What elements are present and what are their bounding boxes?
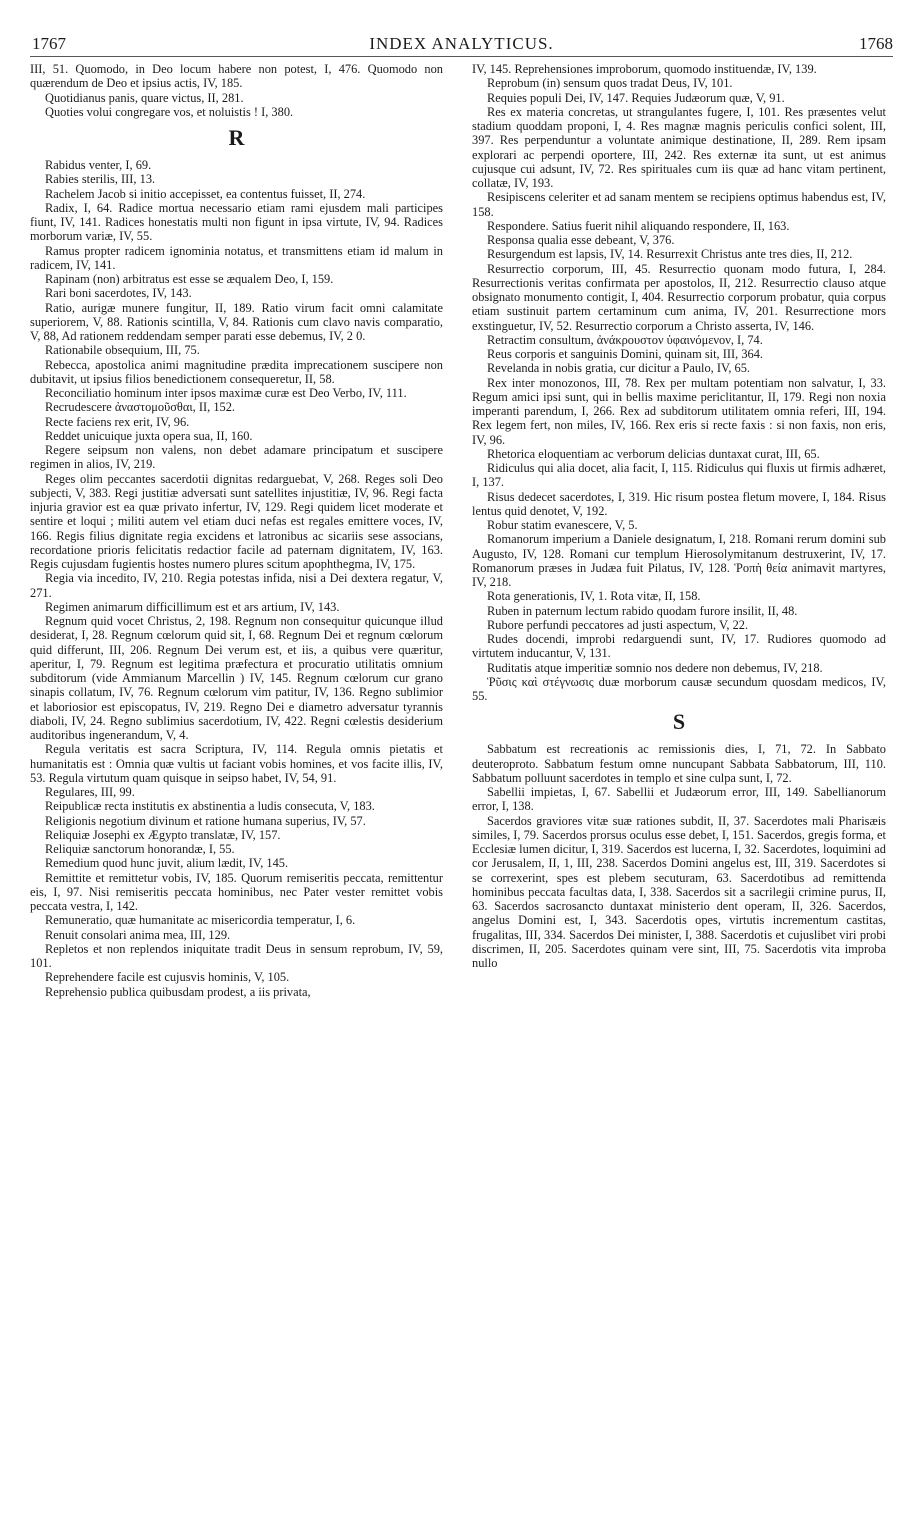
index-entry: Responsa qualia esse debeant, V, 376. bbox=[487, 233, 675, 247]
index-entry: Reprehensio publica quibusdam prodest, a iis privata, bbox=[45, 984, 311, 999]
index-entry: Religionis negotium divinum et ratione humana superius, IV, 57. bbox=[45, 813, 366, 828]
index-entry: Rachelem Jacob si initio accepisset, ea contentus fuisset, II, 274. bbox=[45, 186, 366, 201]
index-entry: Regula veritatis est sacra Scriptura, IV, 114. Regula omnis pietatis et humanitatis est : Omnia quæ vultis ut faciant vobis homines, et vos facite illis, IV, 53. Regula virtutum quam quisque in seipso habet, IV, 54, 91. bbox=[30, 742, 443, 785]
index-entry: Regnum quid vocet Christus, 2, 198. Regnum non consequitur quicunque illud desiderat, I, 28. Regnum cœlorum quid sit, I, 68. Regnum Dei et regnum cœlorum quid differunt, III, 206. Regnum Dei verum est, et iis, a quibus vere quæritur, aperitur, I, 79. Regnum est legitima præfectura et procuratio utilitatis omnium subditorum (vide Ammianum Marcellin ) IV, 145. Regnum cœlorum cur grano sinapis collatum, IV, 76. Regnum cœlorum vim patitur, IV, 136. Regno sublimior et laboriosior est episcopatus, IV, 219. Regno Dei e diametro adversatur tyrannis diaboli, IV, 24. Regno sublimius sacerdotium, IV, 422. Regni cœlestis desiderium auditoribus ingenerandum, V, 4. bbox=[30, 614, 443, 742]
index-entry: Rabidus venter, I, 69. bbox=[45, 158, 152, 172]
index-entry: Ratio, aurigæ munere fungitur, II, 189. Ratio virum facit omni calamitate superiorem, V, 88. Rationis scintilla, V, 84. Rationis cum clavo navis comparatio, V, 88, Ad rationem reddendam semper parati esse debemus, IV, 2 0. bbox=[30, 300, 443, 343]
index-entry: IV, 145. Reprehensiones improborum, quomodo instituendæ, IV, 139. bbox=[472, 62, 817, 76]
index-entry: Rationabile obsequium, III, 75. bbox=[45, 343, 200, 358]
index-entry: Regimen animarum difficillimum est et ars artium, IV, 143. bbox=[45, 599, 340, 614]
running-title: INDEX ANALYTICUS. bbox=[369, 34, 554, 53]
index-entry: Risus dedecet sacerdotes, I, 319. Hic risum postea fletum movere, I, 184. Risus lentus quid denotet, V, 192. bbox=[472, 489, 886, 518]
index-entry: Quotidianus panis, quare victus, II, 281. bbox=[45, 90, 244, 105]
index-entry: Ruben in paternum lectum rabido quodam furore insilit, II, 48. bbox=[487, 603, 798, 618]
left-entries-after bbox=[30, 158, 443, 999]
index-entry: Rubore perfundi peccatores ad justi aspectum, V, 22. bbox=[487, 617, 749, 632]
index-entry: Retractim consultum, ἀνάκρουστον ὑφαινόμενον, I, 74. bbox=[487, 332, 763, 347]
index-entry: Reconciliatio hominum inter ipsos maximæ curæ est Deo Verbo, IV, 111. bbox=[45, 386, 407, 400]
index-entry: III, 51. Quomodo, in Deo locum habere non potest, I, 476. Quomodo non quærendum de Deo et ipsius actis, IV, 185. bbox=[30, 62, 443, 91]
index-entry: Rari boni sacerdotes, IV, 143. bbox=[45, 286, 192, 301]
index-entry: Reprehendere facile est cujusvis hominis, V, 105. bbox=[45, 970, 290, 985]
index-entry: Quoties volui congregare vos, et noluistis ! I, 380. bbox=[45, 104, 294, 119]
index-entry: Remittite et remittetur vobis, IV, 185. Quorum remiseritis peccata, remittentur eis, I, 97. Nisi remiseritis peccata hominibus, nec Pater vester remittet vobis peccata vestra, I, 142. bbox=[30, 870, 443, 913]
index-entry: Rhetorica eloquentiam ac verborum delicias duntaxat curat, III, 65. bbox=[487, 446, 820, 461]
index-entry: Revelanda in nobis gratia, cur dicitur a Paulo, IV, 65. bbox=[487, 361, 751, 376]
index-entry: Reliquiæ Josephi ex Ægypto translatæ, IV, 157. bbox=[45, 827, 281, 842]
index-entry: Rota generationis, IV, 1. Rota vitæ, II, 158. bbox=[487, 589, 701, 604]
index-entry: Reprobum (in) sensum quos tradat Deus, IV, 101. bbox=[487, 76, 733, 91]
index-entry: Regere seipsum non valens, non debet adamare principatum et suscipere regimen in alios, IV, 219. bbox=[30, 443, 443, 472]
index-entry: Rapinam (non) arbitratus est esse se æqualem Deo, I, 159. bbox=[45, 272, 334, 286]
index-entry: Requies populi Dei, IV, 147. Requies Judæorum quæ, V, 91. bbox=[487, 90, 785, 105]
index-entry: Remuneratio, quæ humanitate ac misericordia temperatur, I, 6. bbox=[45, 913, 356, 928]
index-entry: Reus corporis et sanguinis Domini, quinam sit, III, 364. bbox=[487, 347, 764, 361]
index-entry: Regia via incedito, IV, 210. Regia potestas infida, nisi a Dei dextera regatur, V, 271. bbox=[30, 571, 443, 600]
section-letter-s: S bbox=[672, 709, 686, 735]
index-entry: Reipublicæ recta institutis ex abstinentia a ludis consecuta, V, 183. bbox=[45, 799, 375, 814]
index-entry: Sabbatum est recreationis ac remissionis dies, I, 71, 72. In Sabbato deuteroproto. Sabbatum festum omne nuncupant Sabbata Sabbatorum, III, 110. Sabbatum polluunt sacerdotes in templo et sine culpa sunt, I, 72. bbox=[472, 742, 886, 785]
index-entry: Ruditatis atque imperitiæ somnio nos dedere non debemus, IV, 218. bbox=[487, 660, 823, 675]
page-header bbox=[30, 34, 893, 57]
index-entry: Recte faciens rex erit, IV, 96. bbox=[45, 414, 190, 429]
index-entry: Respondere. Satius fuerit nihil aliquando respondere, II, 163. bbox=[487, 218, 790, 233]
index-entry: Rex inter monozonos, III, 78. Rex per multam potentiam non salvatur, I, 33. Regum amici ipsi sunt, qui in bellis maxime periclitantur, II, 179. Regi non noxia imperanti parendum, I, 266. Rex ad subditorum utilitatem omnia referi, III, 194. Rex legem fert, non miles, IV, 166. Rex eris si recte faxis : si non faxis, non eris, IV, 96. bbox=[472, 375, 886, 447]
right-entries-after bbox=[472, 742, 886, 970]
index-entry: Sabellii impietas, I, 67. Sabellii et Judæorum error, III, 149. Sabellianorum error, I, 138. bbox=[472, 785, 886, 814]
page-number-left: 1767 bbox=[32, 34, 66, 53]
left-column bbox=[30, 62, 443, 999]
right-entries-before bbox=[472, 62, 886, 703]
index-entry: Romanorum imperium a Daniele designatum, I, 218. Romani rerum domini sub Augusto, IV, 128. Romani cur templum Hierosolymitanum destruxerint, IV, 17. Romanorum præses in Judæa fuit Pilatus, IV, 128. Ῥοπὴ θεία animavit martyres, IV, 218. bbox=[472, 532, 886, 589]
left-entries-before bbox=[30, 62, 443, 119]
index-entry: Resipiscens celeriter et ad sanam mentem se recipiens optimus habendus est, IV, 158. bbox=[472, 190, 886, 219]
index-entry: Resurgendum est lapsis, IV, 14. Resurrexit Christus ante tres dies, II, 212. bbox=[487, 247, 853, 262]
index-entry: Reddet unicuique juxta opera sua, II, 160. bbox=[45, 428, 253, 443]
index-entry: Renuit consolari anima mea, III, 129. bbox=[45, 927, 231, 942]
index-entry: Rudes docendi, improbi redarguendi sunt, IV, 17. Rudiores quomodo ad virtutem inducantur, V, 131. bbox=[472, 632, 886, 661]
page-number-right: 1768 bbox=[859, 34, 893, 53]
section-letter-r: R bbox=[228, 125, 245, 150]
index-entry: Ridiculus qui alia docet, alia facit, I, 115. Ridiculus qui fluxis ut firmis adhæret, I, 137. bbox=[472, 461, 886, 490]
index-entry: Rebecca, apostolica animi magnitudine prædita imprecationem suscipere non dubitavit, ut ipsius filios benedictionem consequeretur, II, 58. bbox=[30, 357, 443, 386]
index-entry: Repletos et non replendos iniquitate tradit Deus in sensum reprobum, IV, 59, 101. bbox=[30, 941, 443, 970]
index-entry: Regulares, III, 99. bbox=[45, 785, 135, 799]
index-entry: Remedium quod hunc juvit, alium lædit, IV, 145. bbox=[45, 856, 289, 871]
index-entry: Robur statim evanescere, V, 5. bbox=[487, 518, 638, 532]
index-entry: Res ex materia concretas, ut strangulantes fugere, I, 101. Res præsentes velut stadium quoddam proponi, I, 4. Res magnæ magnis periculis confici solent, III, 397. Res perpenduntur a voluntate animique destinatione, II, 289. Rem ipsam explorari ac perpendi oportere, III, 242. Res externæ ita sunt, ut est animus cujusque cui adsunt, IV, 72. Res spirituales cum iis quæ ad hanc vitam pertinent, collatæ, IV, 193. bbox=[472, 104, 886, 190]
index-entry: Resurrectio corporum, III, 45. Resurrectio quonam modo futura, I, 284. Resurrectionis veritas confirmata per apostolos, II, 212. Resurrectio clauso atque obsignato monumento contigit, I, 404. Resurrectio corporum probatur, quia corpus etiam sustinuit partem certaminum cum anima, IV, 201. Resurrectione mors exstinguetur, IV, 52. Resurrectio corporum a Christo asserta, IV, 146. bbox=[472, 261, 886, 333]
index-entry: Rabies sterilis, III, 13. bbox=[45, 172, 156, 187]
index-entry: Reges olim peccantes sacerdotii dignitas redarguebat, V, 268. Reges soli Deo subjecti, V, 383. Regi justitiæ adversati sunt satellites injustitiæ, IV, 96. Regi facta injuria gravior est ea quæ privato infertur, IV, 129. Regi quidem licet moderate et sentire et loqui ; militi autem vel etiam duci nefas est regales emittere voces, IV, 166. Regis filius dignitate regia excidens et latronibus ac sicariis sese associans, recordatione prioris felicitatis redactior facile ad paternam dignitatem, IV, 163. Regis cujusdam fugientis hostes numero plures scitum apophthegma, IV, 175. bbox=[30, 471, 443, 571]
index-entry: Sacerdos graviores vitæ suæ rationes subdit, II, 37. Sacerdotes mali Pharisæis similes, I, 79. Sacerdos prorsus oculus esse debet, I, 151. Sacerdos, gregis forma, et Ecclesiæ lumen dicitur, I, 319. Sacerdos est lucerna, I, 32. Sacerdotes, loquimini ad cor Jerusalem, II, 1, III, 238. Sacerdos Domini angelus est, III, 319. Sacerdotes si se correxerint, spes est plebem secuturam, 63. Sacerdotibus ad remittenda hominibus peccata facultas data, I, 338. Sacerdos sit a sacrilegii crimine purus, II, 63. Sacerdos sacrosancto duntaxat ministerio dent operam, II, 326. Sacerdos, angelus Domini est, I, 343. Sacerdotis opes, virtutis incrementum castitas, frugalitas, III, 334. Sacerdos Dei minister, I, 388. Sacerdotis et cujuslibet viri probi discrimen, II, 205. Sacerdotes quinam vere sint, III, 75. Sacerdotis vita improba nullo bbox=[472, 813, 886, 970]
right-column bbox=[472, 62, 886, 970]
index-entry: Ῥῦσις καὶ στέγνωσις duæ morborum causæ secundum quosdam medicos, IV, 55. bbox=[472, 674, 886, 703]
index-entry: Reliquiæ sanctorum honorandæ, I, 55. bbox=[45, 842, 235, 856]
index-entry: Ramus propter radicem ignominia notatus, et transmittens etiam id malum in radicem, IV, 141. bbox=[30, 243, 443, 272]
index-entry: Recrudescere ἀναστομοῦσθαι, II, 152. bbox=[45, 400, 236, 415]
index-entry: Radix, I, 64. Radice mortua necessario etiam rami ejusdem mali participes fiunt, IV, 141. Radices honestatis multi non figunt in ipsa virtute, IV, 94. Radices morborum variæ, IV, 55. bbox=[30, 200, 443, 244]
